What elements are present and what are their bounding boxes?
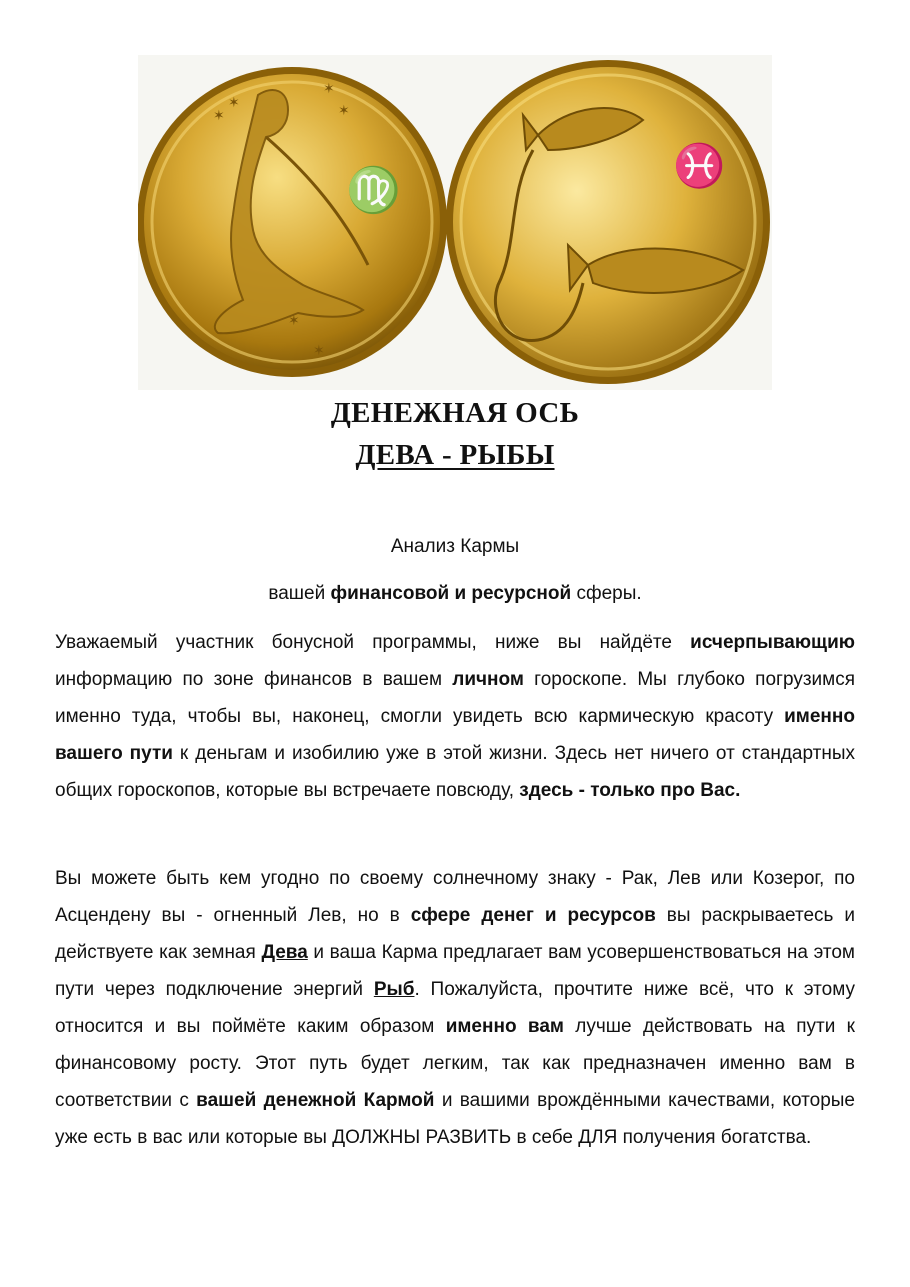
svg-text:♓: ♓ bbox=[673, 141, 726, 190]
svg-text:✶: ✶ bbox=[213, 108, 225, 124]
pisces-coin-icon bbox=[446, 60, 770, 384]
pisces-underlined: Рыб bbox=[373, 979, 415, 1000]
svg-text:✶: ✶ bbox=[323, 81, 335, 97]
subtitle-line-1: Анализ Кармы bbox=[390, 536, 520, 557]
title-line-1: ДЕНЕЖНАЯ ОСЬ bbox=[330, 397, 580, 429]
virgo-underlined: Дева bbox=[261, 942, 308, 963]
svg-text:♍: ♍ bbox=[346, 165, 401, 216]
virgo-coin-icon bbox=[138, 67, 447, 377]
svg-text:✶: ✶ bbox=[338, 103, 350, 119]
svg-text:✶: ✶ bbox=[228, 95, 240, 111]
coins-image bbox=[138, 55, 772, 390]
paragraph-main: Вы можете быть кем угодно по своему солнечному знаку - Рак, Лев или Козерог, по Асцендену вы - огненный Лев, но в сфере денег и ресурсов вы раскрываетесь и действуете как земная Дева и ваша Карма предлагает вам усовершенствоваться на этом пути через подключение энергий Рыб. Пожалуйста, прочтите ниже всё, что к этому относится и вы поймёте каким образом именно вам лучше действовать на пути к финансовому росту. Этот путь будет легким, так как предназначен именно вам в соответствии с вашей денежной Кармой и вашими врождёнными качествами, которые уже есть в вас или которые вы ДОЛЖНЫ РАЗВИТЬ в себе ДЛЯ получения богатства. bbox=[55, 868, 855, 1148]
paragraph-intro: Уважаемый участник бонусной программы, ниже вы найдёте исчерпывающию информацию по зоне финансов в вашем личном гороскопе. Мы глубоко погрузимся именно туда, чтобы вы, наконец, смогли увидеть всю кармическую красоту именно вашего пути к деньгам и изобилию уже в этой жизни. Здесь нет ничего от стандартных общих гороскопов, которые вы встречаете повсюду, здесь - только про Вас. bbox=[55, 632, 855, 801]
subtitle-line-2: вашей финансовой и ресурсной сферы. bbox=[268, 583, 642, 604]
svg-text:✶: ✶ bbox=[288, 313, 300, 329]
svg-text:✶: ✶ bbox=[313, 343, 325, 359]
title-line-2: ДЕВА - РЫБЫ bbox=[355, 439, 555, 471]
